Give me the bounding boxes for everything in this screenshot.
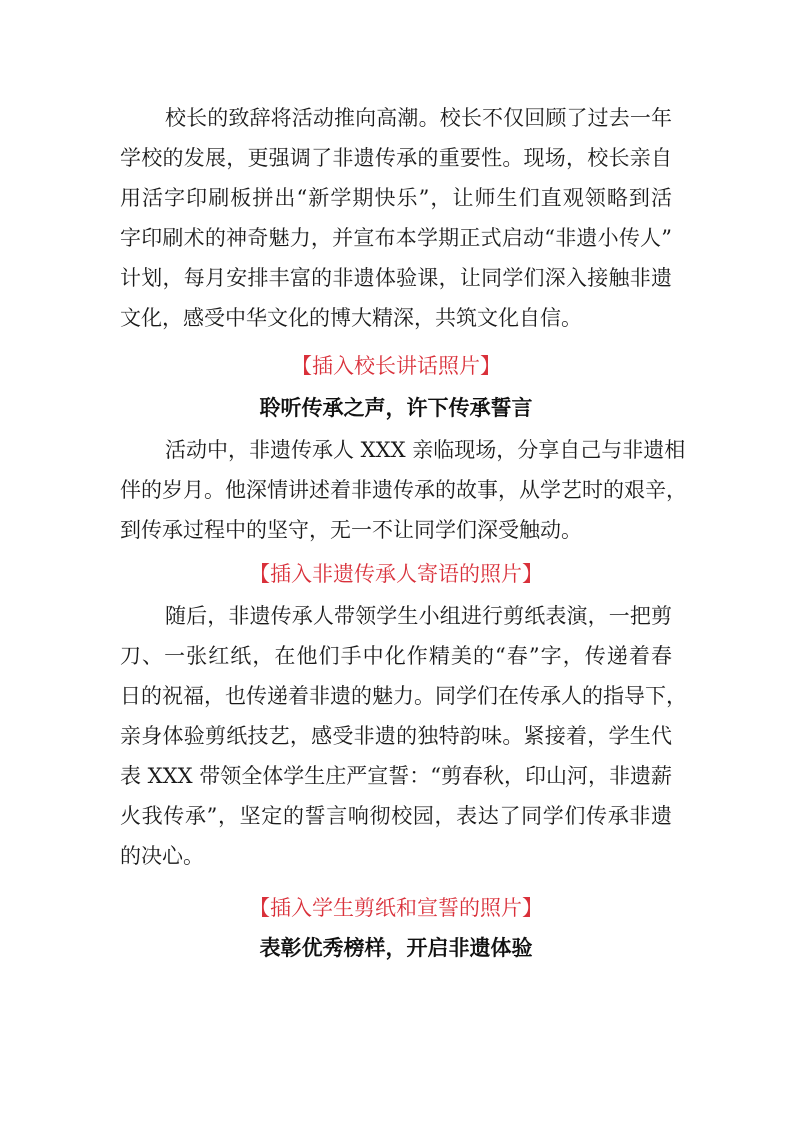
text-line: 校长的致辞将活动推向高潮。校长不仅回顾了过去一年	[165, 106, 672, 130]
text-line: 学校的发展，更强调了非遗传承的重要性。现场，校长亲自	[120, 146, 672, 170]
text-line: 刀、一张红纸，在他们手中化作精美的“春”字，传递着春	[120, 644, 672, 668]
text-line: 活动中，非遗传承人 XXX 亲临现场，分享自己与非遗相	[165, 438, 686, 462]
photo-placeholder-principal	[120, 346, 672, 386]
heading-text: 聆听传承之声，许下传承誓言	[259, 395, 533, 420]
placeholder-text: 【插入校长讲话照片】	[291, 354, 501, 378]
text-line: 随后，非遗传承人带领学生小组进行剪纸表演，一把剪	[165, 604, 672, 628]
placeholder-text: 【插入非遗传承人寄语的照片】	[249, 562, 543, 586]
heading-text: 表彰优秀榜样，开启非遗体验	[259, 935, 533, 960]
text-line: 计划，每月安排丰富的非遗体验课，让同学们深入接触非遗	[120, 266, 672, 290]
paragraph-inheritor-share	[120, 430, 687, 550]
text-line: 用活字印刷板拼出“新学期快乐”，让师生们直观领略到活	[120, 186, 672, 210]
section-heading-listen	[120, 388, 672, 428]
text-line: 的决心。	[120, 844, 204, 868]
text-line: 表 XXX 带领全体学生庄严宣誓：“剪春秋，印山河，非遗薪	[120, 764, 672, 788]
text-line: 文化，感受中华文化的博大精深，共筑文化自信。	[120, 306, 582, 330]
text-line: 伴的岁月。他深情讲述着非遗传承的故事，从学艺时的艰辛，	[120, 478, 687, 502]
text-line: 到传承过程中的坚守，无一不让同学们深受触动。	[120, 518, 582, 542]
text-line: 火我传承”，坚定的誓言响彻校园，表达了同学们传承非遗	[120, 804, 672, 828]
photo-placeholder-inheritor	[120, 554, 672, 594]
placeholder-text: 【插入学生剪纸和宣誓的照片】	[249, 896, 543, 920]
text-line: 字印刷术的神奇魅力，并宣布本学期正式启动“非遗小传人”	[120, 226, 672, 250]
text-line: 亲身体验剪纸技艺，感受非遗的独特韵味。紧接着，学生代	[120, 724, 672, 748]
section-heading-awards	[120, 928, 672, 968]
paragraph-principal-speech	[120, 98, 672, 338]
paragraph-papercut-oath	[120, 596, 687, 876]
text-line: 日的祝福，也传递着非遗的魅力。同学们在传承人的指导下，	[120, 684, 687, 708]
photo-placeholder-students	[120, 888, 672, 928]
